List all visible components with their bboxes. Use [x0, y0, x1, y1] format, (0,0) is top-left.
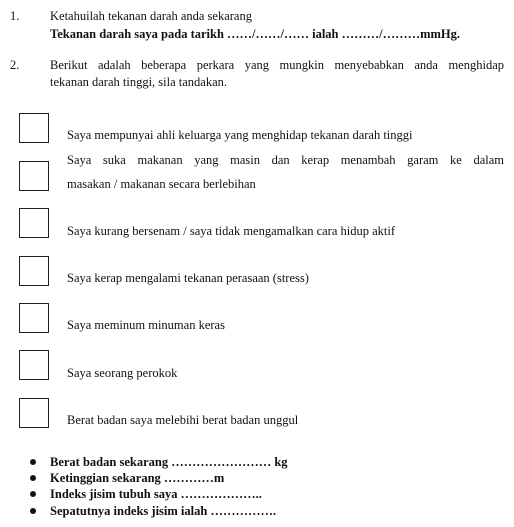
checkbox-inactive[interactable] — [19, 208, 49, 238]
option-overweight-label: Berat badan saya melebihi berat badan unggul — [67, 413, 299, 427]
checkbox-alcohol[interactable] — [19, 303, 49, 333]
option-stress-label: Saya kerap mengalami tekanan perasaan (stress) — [67, 271, 309, 285]
checkbox-overweight[interactable] — [19, 398, 49, 428]
checkbox-smoker[interactable] — [19, 350, 49, 380]
bullet-current-height — [30, 471, 224, 486]
option-smoker-label: Saya seorang perokok — [67, 366, 178, 380]
question-2-text-line1: Berikut adalah beberapa perkara yang mungkin menyebabkan anda menghidap — [50, 58, 504, 72]
option-alcohol-label: Saya meminum minuman keras — [67, 318, 225, 332]
bullet-current-weight — [30, 455, 288, 470]
option-inactive-label: Saya kurang bersenam / saya tidak mengamalkan cara hidup aktif — [67, 224, 396, 238]
option-salty-food-label-line1: Saya suka makanan yang masin dan kerap menambah garam ke dalam — [67, 153, 504, 167]
bullet-icon — [30, 491, 36, 497]
bullet-ideal-bmi — [30, 504, 276, 519]
bullet-bmi — [30, 487, 262, 502]
checkbox-stress[interactable] — [19, 256, 49, 286]
question-1-text: Ketahuilah tekanan darah anda sekarang — [50, 9, 252, 23]
bullet-icon — [30, 475, 36, 481]
bullet-icon — [30, 459, 36, 465]
checkbox-family-history[interactable] — [19, 113, 49, 143]
blood-pressure-fill-line: Tekanan darah saya pada tarikh ……/……/…… ialah ………/………mmHg. — [50, 27, 461, 41]
current-height-text: Ketinggian sekarang …………m — [50, 471, 225, 485]
option-family-history-label: Saya mempunyai ahli keluarga yang menghidap tekanan darah tinggi — [67, 128, 413, 142]
question-2-number: 2. — [10, 58, 20, 72]
question-1-number: 1. — [10, 9, 20, 23]
checkbox-salty-food[interactable] — [19, 161, 49, 191]
current-weight-text: Berat badan sekarang …………………… kg — [50, 455, 288, 469]
question-2-text-line2: tekanan darah tinggi, sila tandakan. — [50, 75, 228, 89]
ideal-bmi-text: Sepatutnya indeks jisim ialah ……………. — [50, 504, 277, 518]
bullet-icon — [30, 508, 36, 514]
option-salty-food-label-line2: masakan / makanan secara berlebihan — [67, 177, 256, 191]
bmi-text: Indeks jisim tubuh saya ……………….. — [50, 487, 262, 501]
